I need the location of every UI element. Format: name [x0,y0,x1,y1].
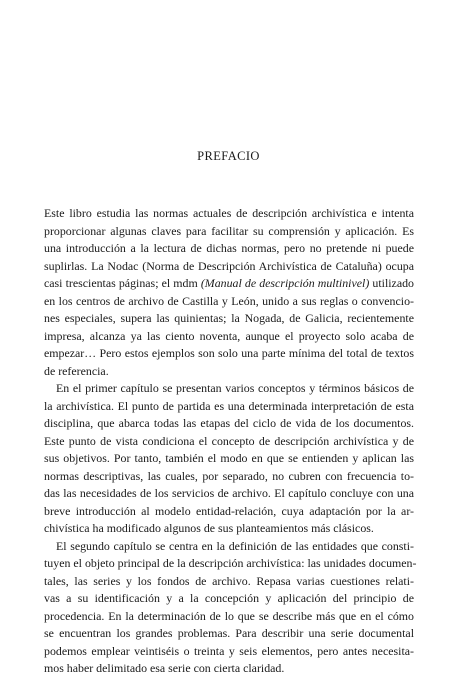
text-line: En el primer capítulo se presentan varios conceptos y términos básicos de [56,381,414,395]
text-line: Este libro estudia las normas actuales de descripción archivística e intenta [44,206,414,220]
chapter-heading: PREFACIO [197,149,260,163]
text-line: chivística ha modificado algunos de sus planteamientos más clásicos. [44,521,374,535]
text-line: das las necesidades de los servicios de archivo. El capítulo concluye con una [44,486,414,500]
text-line: proporcionar algunas claves para facilitar su comprensión y aplicación. Es [44,223,414,238]
text-line: breve introducción al modelo entidad-relación, cuya adaptación por la ar- [44,503,414,518]
text-line: normas descriptivas, las cuales, por separado, no cubren con frecuencia to- [44,468,414,483]
text-line: nes especiales, supera las quinientas; la Nogada, de Galicia, recientemente [44,311,414,325]
italic-title: (Manual de descripción multinivel) [200,276,370,290]
text-line: podemos emplear veintiséis o treinta y seis elementos, pero antes necesita- [44,643,414,658]
text-line: una introducción a la lectura de dichas normas, pero no pretende ni puede [44,241,414,255]
text-line [44,275,414,293]
text-line: suplirlas. La Nodac (Norma de Descripción Archivística de Cataluña) ocupa [44,258,414,273]
text-line: El segundo capítulo se centra en la definición de las entidades que consti- [56,538,414,553]
text-line: Este punto de vista condiciona el concepto de descripción archivística y de [44,433,414,448]
text-run: utilizado [369,276,415,290]
text-line: disciplina, que abarca todas las etapas del ciclo de vida de los documentos. [44,416,414,430]
text-line: se encuentran los grandes problemas. Para describir una serie documental [44,626,414,640]
text-line: de referencia. [44,363,109,378]
text-line: empezar… Pero estos ejemplos son solo una parte mínima del total de textos [44,346,414,360]
text-line: en los centros de archivo de Castilla y León, unido a sus reglas o convencio- [44,293,414,308]
preface-body-text [44,205,417,678]
text-line: vas a su identificación y a la concepción y aplicación del principio de [44,591,414,605]
text-line: tuyen el objeto principal de la descripción archivística: las unidades documen- [44,556,417,570]
text-line: la archivística. El punto de partida es una determinada interpretación de esta [44,398,414,413]
text-line: mos haber delimitado esa serie con cierta claridad. [44,661,285,675]
text-line: sus objetivos. Por tanto, también el modo en que se entienden y aplican las [44,451,414,465]
text-line: procedencia. En la determinación de lo que se describe más que en el cómo [44,608,414,623]
text-line: impresa, alcanza ya las ciento noventa, aunque el proyecto solo acaba de [44,328,414,343]
text-line: tales, las series y los fondos de archivo. Repasa varias cuestiones relati- [44,573,414,588]
text-run: casi trescientas páginas; el mdm [44,276,201,290]
